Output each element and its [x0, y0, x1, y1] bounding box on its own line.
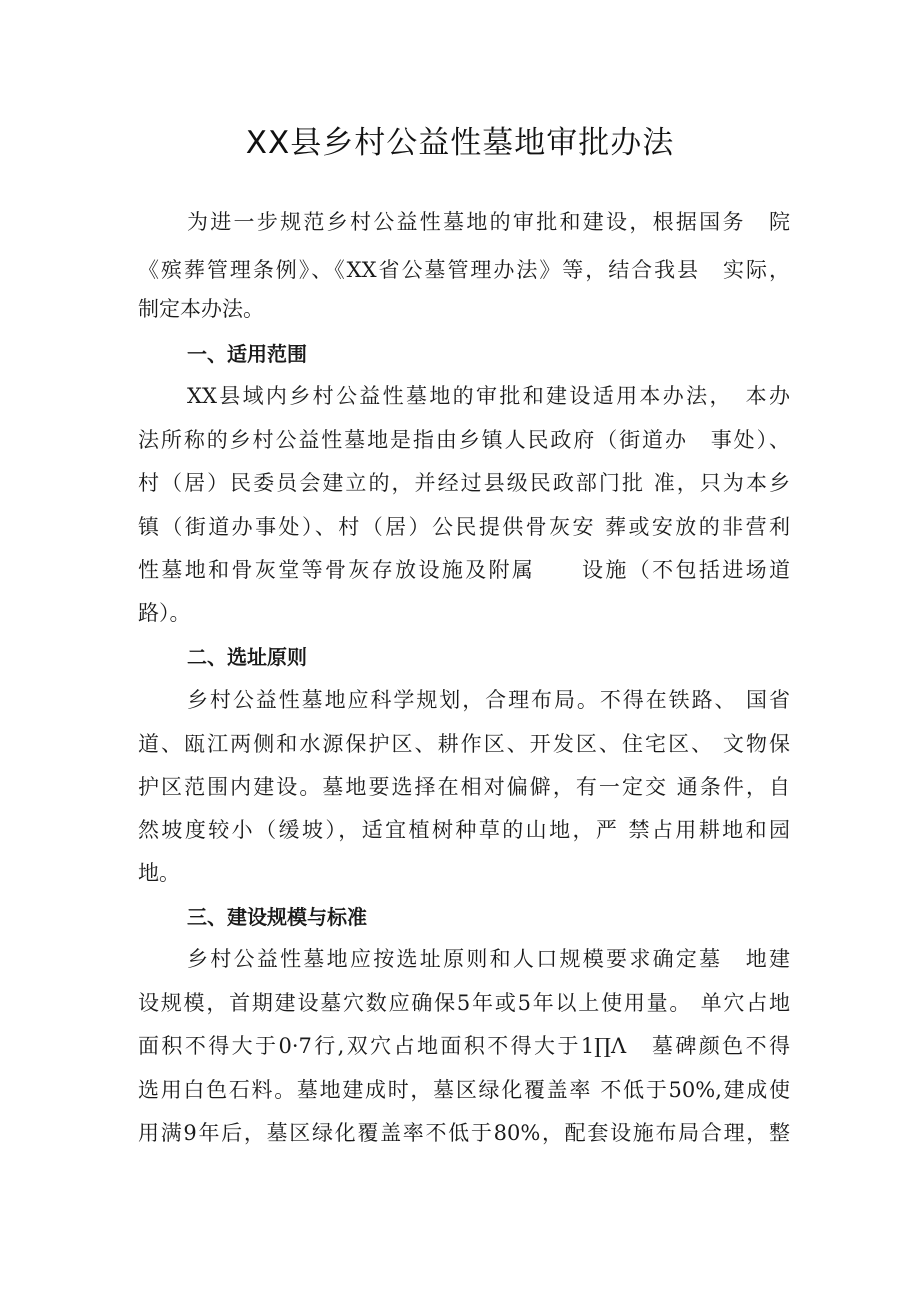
- intro-line-2: 《殡葬管理条例》、《XX省公墓管理办法》等，结合我县 实际，: [138, 258, 790, 282]
- section3-line-1: 乡村公益性墓地应按选址原则和人口规模要求确定墓 地建: [187, 947, 790, 971]
- section-heading-scale-standards: 三、建设规模与标准: [187, 905, 367, 929]
- section2-line-2: 道、瓯江两侧和水源保护区、耕作区、开发区、住宅区、 文物保: [138, 732, 790, 756]
- section1-line-1: XX县域内乡村公益性墓地的审批和建设适用本办法， 本办: [187, 384, 790, 408]
- section1-line-6: 路）。: [138, 601, 191, 625]
- section1-line-4: 镇（街道办事处）、村（居）公民提供骨灰安 葬或安放的非营利: [138, 515, 790, 539]
- section1-line-3: 村（居）民委员会建立的，并经过县级民政部门批 准，只为本乡: [138, 471, 790, 495]
- intro-line-3: 制定本办法。: [138, 297, 264, 321]
- document-title: XX县乡村公益性墓地审批办法: [245, 125, 675, 161]
- section2-line-1: 乡村公益性墓地应科学规划，合理布局。不得在铁路、 国省: [187, 688, 790, 712]
- intro-line-1: 为进一步规范乡村公益性墓地的审批和建设，根据国务 院: [187, 210, 790, 234]
- section2-line-4: 然坡度较小（缓坡），适宜植树种草的山地，严 禁占用耕地和园: [138, 818, 790, 842]
- section1-line-2: 法所称的乡村公益性墓地是指由乡镇人民政府（街道办 事处）、: [138, 428, 790, 452]
- section1-line-5: 性墓地和骨灰堂等骨灰存放设施及附属 设施（不包括进场道: [138, 558, 790, 582]
- section3-line-2: 设规模，首期建设墓穴数应确保5年或5年以上使用量。 单穴占地: [138, 991, 790, 1015]
- section2-line-3: 护区范围内建设。墓地要选择在相对偏僻，有一定交 通条件，自: [138, 775, 790, 799]
- section3-line-3: 面积不得大于0·7行,双穴占地面积不得大于1∏Λ 墓碑颜色不得: [138, 1034, 790, 1058]
- section-heading-site-selection: 二、选址原则: [187, 645, 307, 669]
- section2-line-5: 地。: [138, 861, 180, 885]
- section-heading-scope: 一、适用范围: [187, 342, 307, 366]
- section3-line-4: 选用白色石料。墓地建成时，墓区绿化覆盖率 不低于50%,建成使: [138, 1078, 790, 1102]
- section3-line-5: 用满9年后，墓区绿化覆盖率不低于80%，配套设施布局合理，整: [138, 1121, 790, 1145]
